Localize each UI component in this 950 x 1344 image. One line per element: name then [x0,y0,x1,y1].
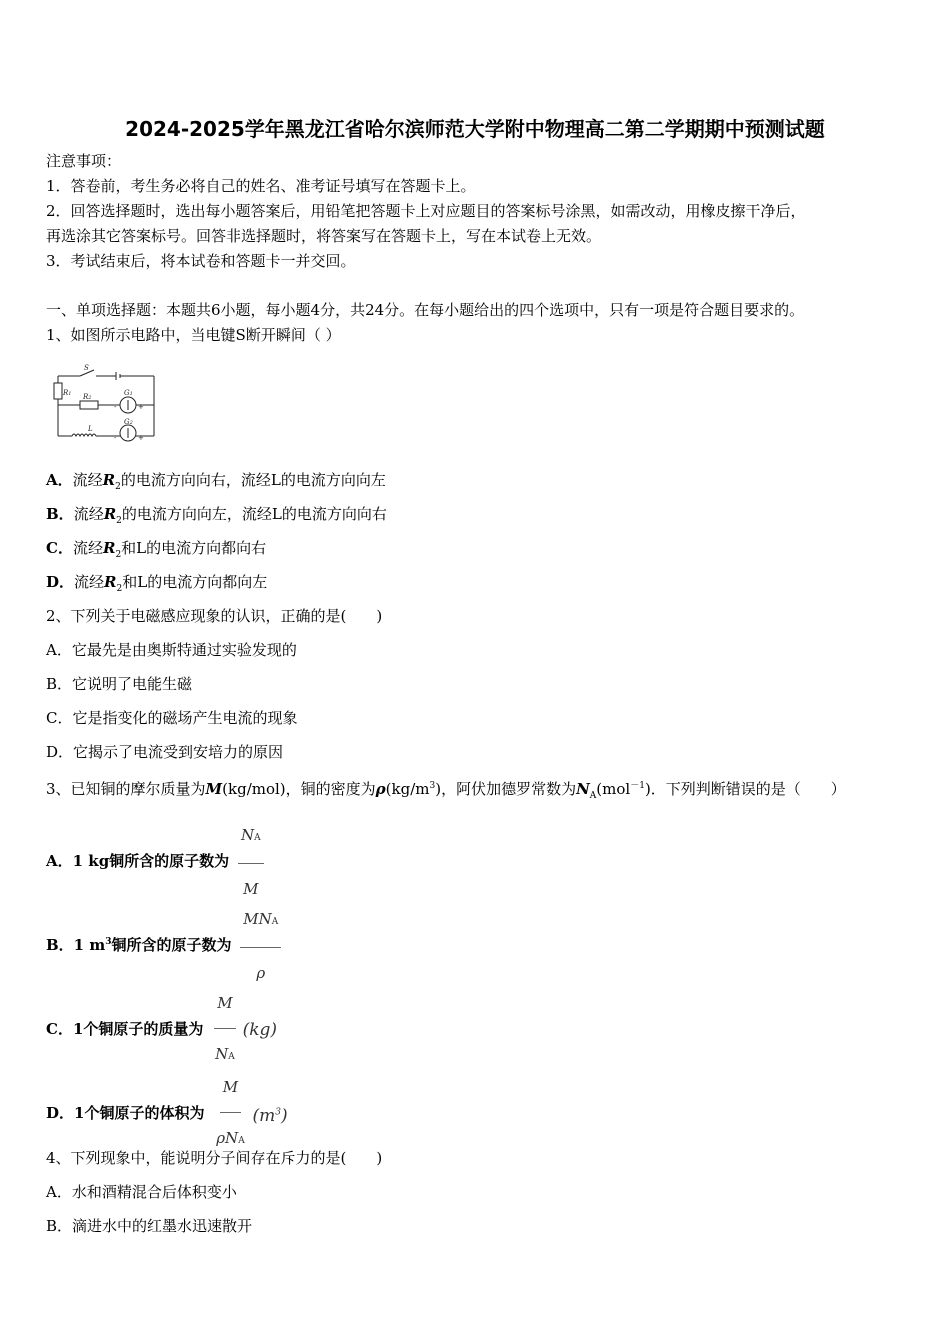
fig-plus: + [138,403,144,411]
formula: $\frac{\text{MNA}}{\rho}$ [240,896,281,996]
notes-item: 1．答卷前，考生务必将自己的姓名、准考证号填写在答题卡上。 [46,177,476,195]
question-1-stem: 1、如图所示电路中，当电键S断开瞬间（ ） [46,326,341,344]
fig-label-g2-sub: 2 [129,420,133,426]
q2-option-b: B．它说明了电能生磁 [46,675,193,693]
question-3-stem: 3、已知铜的摩尔质量为M(kg/mol)，铜的密度为$\rho(kg/m^3)$，阿伏加德罗常数为$N_A(mol^{-1})$．下列判断错误的是（ ） [46,780,846,801]
svg-text:G2 [124,418,133,426]
svg-text:R1 [62,389,71,397]
q3-option-c: C．1个铜原子的质量为 $\frac{M}{NA}$ (kg) [46,980,277,1080]
q2-option-c: C．它是指变化的磁场产生电流的现象 [46,709,298,727]
notes-item: 再选涂其它答案标号。回答非选择题时，将答案写在答题卡上，写在本试卷上无效。 [46,227,602,245]
formula: $\frac{M}{NA}$ [212,980,238,1080]
fig-minus: - [114,434,117,442]
svg-text:L [87,425,93,433]
notes-heading: 注意事项： [46,152,122,170]
section-heading: 一、单项选择题：本题共6小题，每小题4分，共24分。在每小题给出的四个选项中，只有一项是符合题目要求的。 [46,301,805,319]
fig-label-l: L [88,425,93,433]
q1-option-d: D．流经$R_2$和L的电流方向都向左 [46,573,268,594]
question-2-stem: 2、下列关于电磁感应现象的认识，正确的是( ) [46,607,383,625]
fig-label-g1: G [124,389,130,397]
q3-option-d: D．1个铜原子的体积为 $\frac{M}{\text{ρNA}}$ $(m^3)$ [46,1064,288,1164]
q1-option-c: C．流经$R_2$和L的电流方向都向右 [46,539,267,560]
q2-option-a: A．它最先是由奥斯特通过实验发现的 [46,641,297,659]
svg-text:R2 [82,393,91,401]
svg-text:G1 [124,389,133,397]
fig-label-g2: G [124,418,130,426]
fig-label-r1: R [63,389,69,397]
circuit-diagram [50,362,162,446]
svg-text:S [84,364,89,372]
fig-label-r2: R [83,393,89,401]
q3-option-a: A．1 kg铜所含的原子数为 $\frac{NA}{M}$ [46,812,264,912]
q3-option-b: B．1 $m^3$铜所含的原子数为 $\frac{\text{MNA}}{\rho}$ [46,896,281,996]
formula: $\frac{NA}{M}$ [238,812,264,912]
fig-label-r1-sub: 1 [68,391,72,397]
fig-label-s: S [84,364,89,372]
page-title: 2024-2025学年黑龙江省哈尔滨师范大学附中物理高二第二学期期中预测试题 [125,117,825,141]
svg-text:- [114,434,117,442]
q4-option-b: B．滴进水中的红墨水迅速散开 [46,1217,253,1235]
svg-text:+ [138,434,144,442]
q2-option-d: D．它揭示了电流受到安培力的原因 [46,743,284,761]
fig-plus: + [138,434,144,442]
notes-item: 3．考试结束后，将本试卷和答题卡一并交回。 [46,252,356,270]
fig-minus: - [114,403,117,411]
unit: (kg) [242,1020,278,1040]
q4-option-a: A．水和酒精混合后体积变小 [46,1183,237,1201]
svg-text:- [114,403,117,411]
question-4-stem: 4、下列现象中，能说明分子间存在斥力的是( ) [46,1149,383,1167]
unit: $(m^3)$ [252,1105,288,1126]
formula: $\frac{M}{\text{ρNA}}$ [213,1064,247,1164]
svg-text:+ [138,403,144,411]
q1-option-a: A．流经$R_2$的电流方向向右，流经L的电流方向向左 [46,471,386,492]
q1-option-b: B．流经$R_2$的电流方向向左，流经L的电流方向向右 [46,505,387,526]
fig-label-r2-sub: 2 [88,395,92,401]
notes-item: 2．回答选择题时，选出每小题答案后，用铅笔把答题卡上对应题目的答案标号涂黑，如需改动，用橡皮擦干净后， [46,202,806,220]
fig-label-g1-sub: 1 [129,391,133,397]
